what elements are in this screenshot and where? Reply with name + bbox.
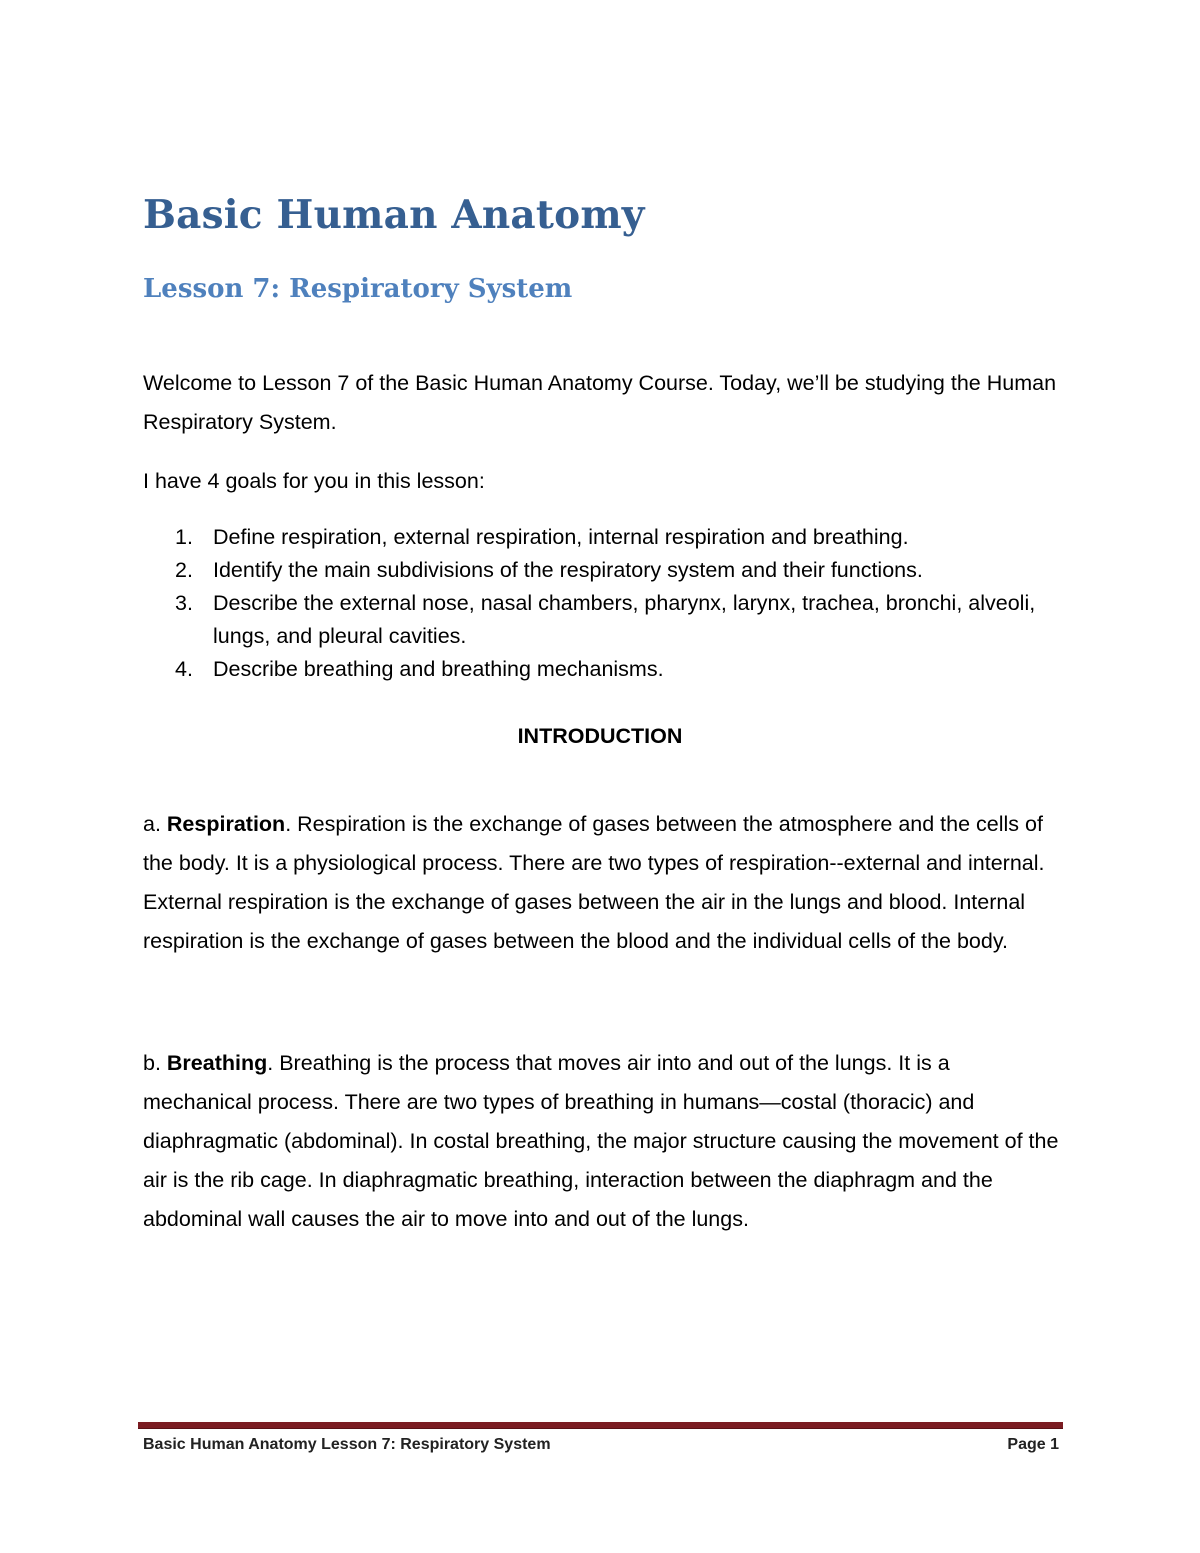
document-title: Basic Human Anatomy <box>143 192 645 238</box>
page-number: Page 1 <box>1007 1436 1059 1453</box>
paragraph-text: . Breathing is the process that moves air into and out of the lungs. It is a mechanical process. There are two types of breathing in humans—costal (thoracic) and diaphragmatic (abdominal). In costal breathing, the major structure causing the movement of the air is the rib cage. In diaphragmatic breathing, interaction between the diaphragm and the abdominal wall causes the air to move into and out of the lungs. <box>143 1051 1059 1231</box>
list-item <box>143 653 1073 686</box>
goals-list <box>143 521 1073 686</box>
term-respiration: Respiration <box>166 812 286 836</box>
paragraph-prefix: b. <box>143 1051 167 1075</box>
paragraph-text: . Respiration is the exchange of gases between the atmosphere and the cells of the body. It is a physiological process. There are two types of respiration--external and internal. External respiration is the exchange of gases between the air in the lungs and blood. Internal respiration is the exchange of gases between the blood and the individual cells of the body. <box>143 812 1045 953</box>
goals-intro: I have 4 goals for you in this lesson: <box>143 469 485 493</box>
section-heading: INTRODUCTION <box>517 724 683 748</box>
list-number: 4. <box>175 657 193 681</box>
list-item <box>143 554 1073 587</box>
footer-title: Basic Human Anatomy Lesson 7: Respiratory System <box>143 1436 551 1453</box>
list-item-text: Describe breathing and breathing mechanisms. <box>213 657 664 681</box>
list-item-text: Define respiration, external respiration, internal respiration and breathing. <box>213 525 909 549</box>
list-item-text: Describe the external nose, nasal chambers, pharynx, larynx, trachea, bronchi, alveoli, lungs, and pleural cavities. <box>213 591 1036 648</box>
list-number: 1. <box>175 525 193 549</box>
list-item <box>143 521 1073 554</box>
list-number: 2. <box>175 558 193 582</box>
list-number: 3. <box>175 591 193 615</box>
respiration-paragraph <box>143 805 1063 961</box>
paragraph-prefix: a. <box>143 812 167 836</box>
footer-rule <box>138 1422 1063 1429</box>
term-breathing: Breathing <box>166 1051 268 1075</box>
intro-paragraph: Welcome to Lesson 7 of the Basic Human Anatomy Course. Today, we’ll be studying the Human Respiratory System. <box>143 371 1057 434</box>
list-item-text: Identify the main subdivisions of the respiratory system and their functions. <box>213 558 923 582</box>
lesson-subtitle: Lesson 7: Respiratory System <box>143 274 573 304</box>
breathing-paragraph <box>143 1044 1063 1239</box>
list-item <box>143 587 1073 653</box>
